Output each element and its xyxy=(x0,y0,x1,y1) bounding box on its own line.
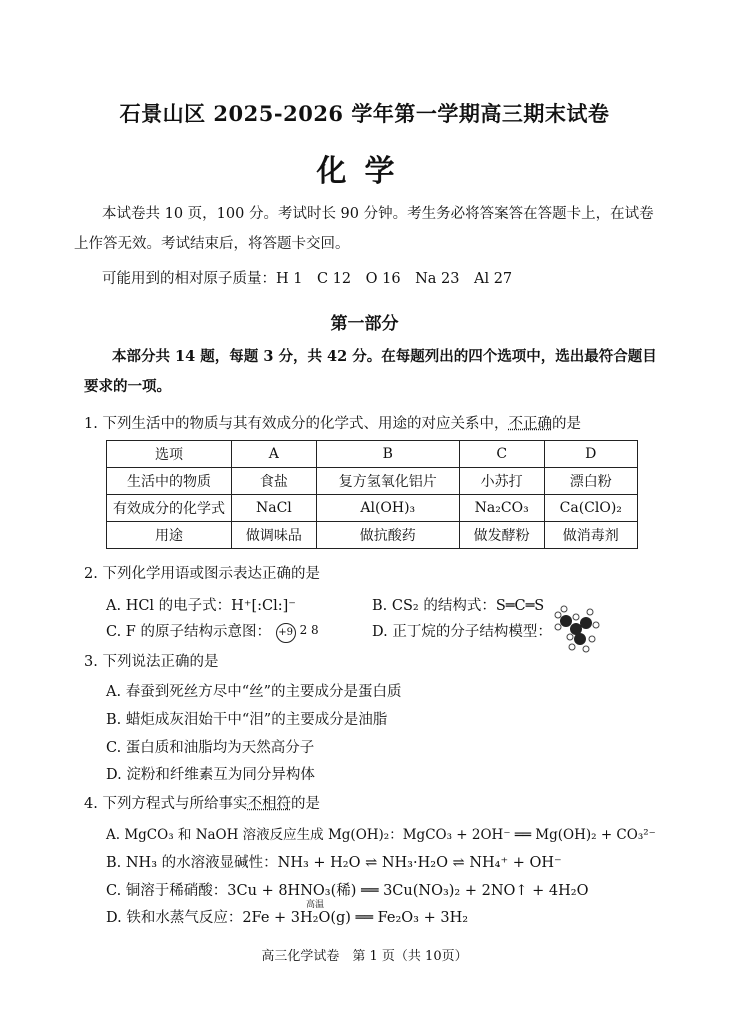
emphasis-not-matching: 不相符 xyxy=(247,796,291,812)
part-desc-2: 要求的一项。 xyxy=(84,378,171,395)
atomic-masses: 可能用到的相对原子质量：H 1 C 12 O 16 Na 23 Al 27 xyxy=(102,271,513,287)
nucleus-circle: +9 xyxy=(276,623,296,643)
table-cell: A xyxy=(232,441,317,468)
table-cell: 选项 xyxy=(107,441,232,468)
table-cell: Na₂CO₃ xyxy=(459,495,544,522)
emphasis-not-correct: 不正确 xyxy=(508,416,552,432)
table-row xyxy=(107,522,638,549)
exam-title: 石景山区 2025-2026 学年第一学期高三期末试卷 xyxy=(119,101,610,126)
part-title: 第一部分 xyxy=(330,314,399,334)
question-3-option-a: A. 春蚕到死丝方尽中“丝”的主要成分是蛋白质 xyxy=(106,684,402,700)
question-4-option-c: C. 铜溶于稀硝酸：3Cu + 8HNO₃(稀) ══ 3Cu(NO₃)₂ + 2NO↑ + 4H₂O xyxy=(106,883,589,899)
table-row xyxy=(107,441,638,468)
page-footer: 高三化学试卷 第 1 页（共 10页） xyxy=(261,949,468,964)
question-2-option-b: B. CS₂ 的结构式：S═C═S xyxy=(372,598,545,614)
part-desc-1: 本部分共 14 题，每题 3 分，共 42 分。在每题列出的四个选项中，选出最符合题目 xyxy=(112,348,657,365)
table-cell: 生活中的物质 xyxy=(107,468,232,495)
question-3-stem: 3. 下列说法正确的是 xyxy=(84,654,219,670)
question-1-stem: 1. 下列生活中的物质与其有效成分的化学式、用途的对应关系中，不正确的是 xyxy=(84,416,581,432)
question-4-option-b: B. NH₃ 的水溶液显碱性：NH₃ + H₂O ⇌ NH₃·H₂O ⇌ NH₄⁺ + OH⁻ xyxy=(106,855,562,871)
table-row xyxy=(107,495,638,522)
table-cell: 做消毒剂 xyxy=(544,522,637,549)
question-3-option-d: D. 淀粉和纤维素互为同分异构体 xyxy=(106,767,315,783)
table-cell: 有效成分的化学式 xyxy=(107,495,232,522)
table-cell: 复方氢氧化铝片 xyxy=(316,468,459,495)
question-2-option-d: D. 正丁烷的分子结构模型： xyxy=(372,624,552,640)
table-cell: Ca(ClO)₂ xyxy=(544,495,637,522)
table-cell: NaCl xyxy=(232,495,317,522)
question-2-stem: 2. 下列化学用语或图示表达正确的是 xyxy=(84,566,320,582)
table-cell: 用途 xyxy=(107,522,232,549)
table-cell: B xyxy=(316,441,459,468)
atom-structure-diagram xyxy=(276,623,326,641)
reaction-condition: 高温 xyxy=(306,900,325,910)
table-cell: 做调味品 xyxy=(232,522,317,549)
question-3-option-c: C. 蛋白质和油脂均为天然高分子 xyxy=(106,740,315,756)
table-cell: 漂白粉 xyxy=(544,468,637,495)
question-3-option-b: B. 蜡炬成灰泪始干中“泪”的主要成分是油脂 xyxy=(106,712,388,728)
question-1-table xyxy=(106,440,638,549)
question-2-option-c: C. F 的原子结构示意图： +9 2 8 xyxy=(106,620,326,641)
question-4-option-d: D. 铁和水蒸气反应：2Fe + 3H₂O(g) ══ Fe₂O₃ + 3H₂ xyxy=(106,910,469,926)
question-4-stem: 4. 下列方程式与所给事实不相符的是 xyxy=(84,796,320,812)
question-2-option-a: A. HCl 的电子式：H⁺[:Cl:]⁻ xyxy=(106,598,296,614)
subject-title: 化学 xyxy=(316,154,413,189)
table-cell: C xyxy=(459,441,544,468)
table-cell: 小苏打 xyxy=(459,468,544,495)
question-4-option-a: A. MgCO₃ 和 NaOH 溶液反应生成 Mg(OH)₂：MgCO₃ + 2OH⁻ ══ Mg(OH)₂ + CO₃²⁻ xyxy=(106,827,656,843)
table-cell: D xyxy=(544,441,637,468)
intro-line-2: 上作答无效。考试结束后，将答题卡交回。 xyxy=(74,236,350,252)
butane-ball-model-icon xyxy=(550,603,602,655)
intro-line-1: 本试卷共 10 页，100 分。考试时长 90 分钟。考生务必将答案答在答题卡上，在试卷 xyxy=(102,206,654,222)
table-row xyxy=(107,468,638,495)
table-cell: 做抗酸药 xyxy=(316,522,459,549)
table-cell: Al(OH)₃ xyxy=(316,495,459,522)
table-cell: 食盐 xyxy=(232,468,317,495)
table-cell: 做发酵粉 xyxy=(459,522,544,549)
electron-shells: 2 8 xyxy=(299,623,319,637)
